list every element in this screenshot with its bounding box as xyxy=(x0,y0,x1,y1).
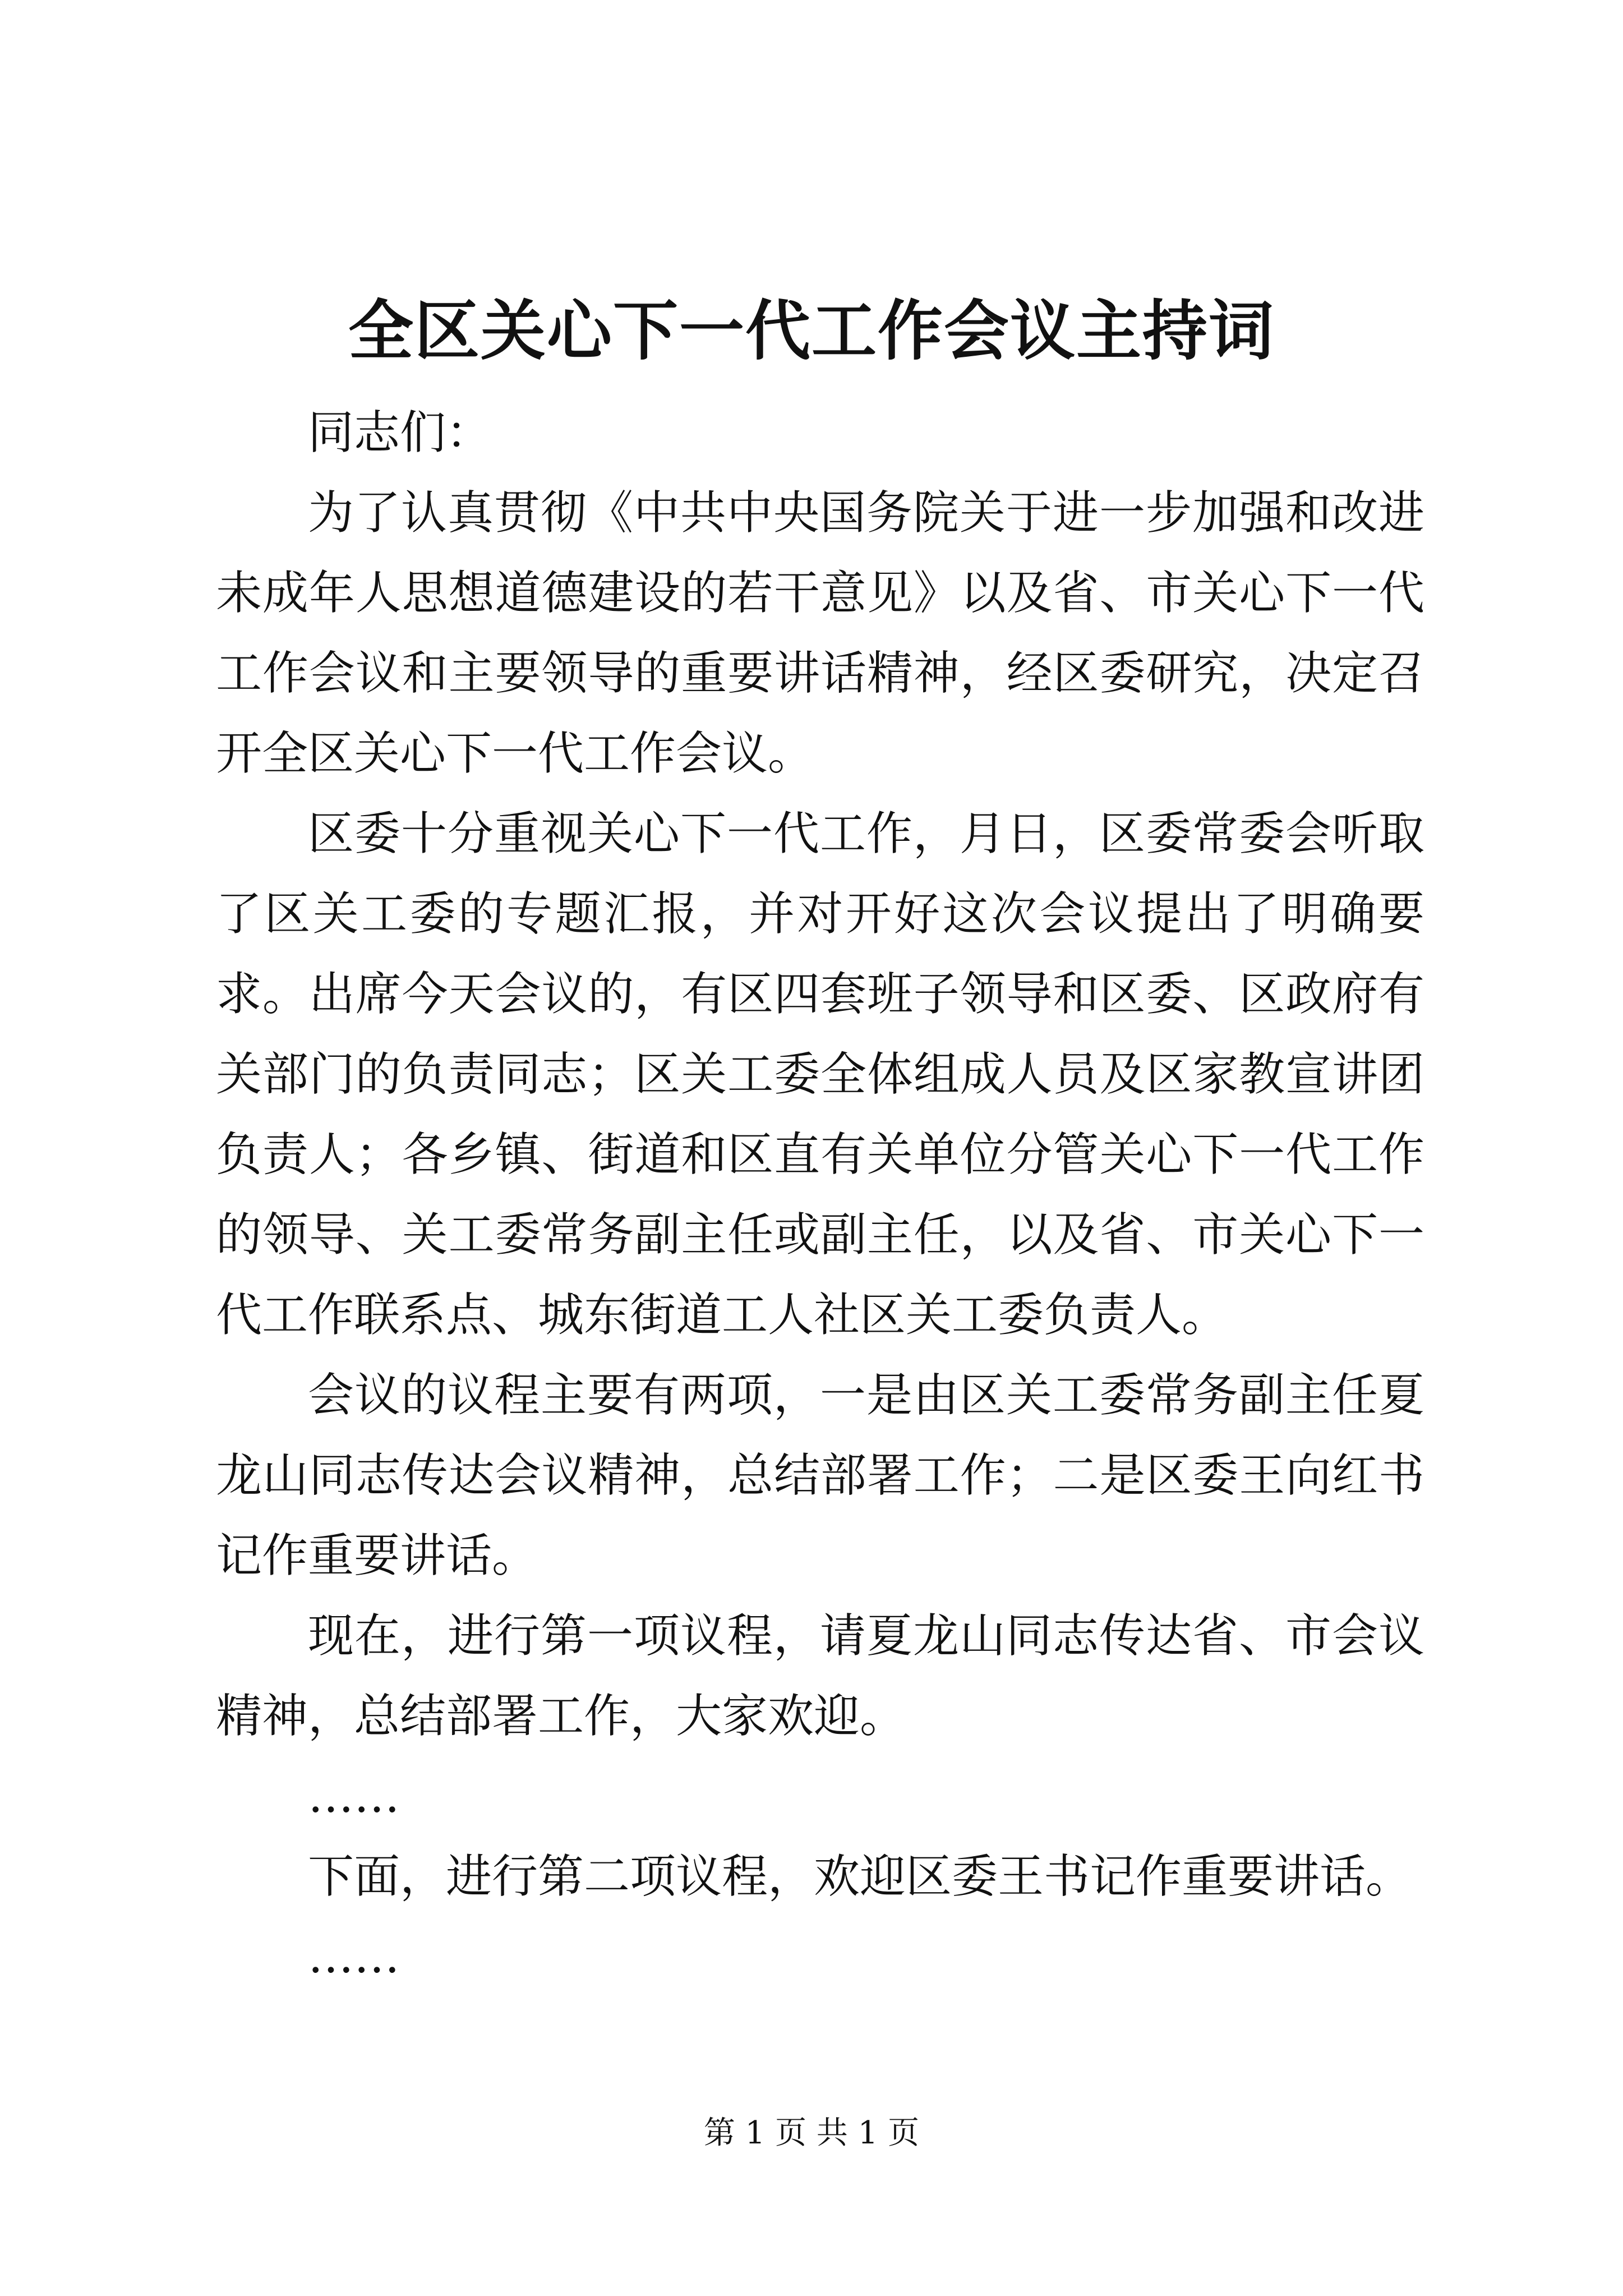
paragraph-attendees: 区委十分重视关心下一代工作，月日，区委常委会听取了区关工委的专题汇报，并对开好这次会议提出了明确要求。出席今天会议的，有区四套班子领导和区委、区政府有关部门的负责同志；区关工委全体组成人员及区家教宣讲团负责人；各乡镇、街道和区直有关单位分管关心下一代工作的领导、关工委常务副主任或副主任，以及省、市关心下一代工作联系点、城东街道工人社区关工委负责人。 xyxy=(216,807,1424,1342)
paragraph-second-item: 下面，进行第二项议程，欢迎区委王书记作重要讲话。 xyxy=(308,1850,1412,1903)
paragraph-agenda: 会议的议程主要有两项，一是由区关工委常务副主任夏龙山同志传达会议精神，总结部署工作；二是区委王向红书记作重要讲话。 xyxy=(216,1369,1424,1582)
ellipsis-2: …… xyxy=(308,1930,400,1984)
paragraph-purpose: 为了认真贯彻《中共中央国务院关于进一步加强和改进未成年人思想道德建设的若干意见》以及省、市关心下一代工作会议和主要领导的重要讲话精神，经区委研究，决定召开全区关心下一代工作会议。 xyxy=(216,486,1424,780)
page-footer: 第 1 页 共 1 页 xyxy=(703,2115,920,2151)
document-title: 全区关心下一代工作会议主持词 xyxy=(348,293,1275,369)
document-body xyxy=(216,393,1424,1997)
ellipsis-1: …… xyxy=(308,1770,400,1823)
salutation-paragraph: 同志们： xyxy=(308,406,492,459)
paragraph-first-item: 现在，进行第一项议程，请夏龙山同志传达省、市会议精神，总结部署工作，大家欢迎。 xyxy=(216,1609,1424,1743)
